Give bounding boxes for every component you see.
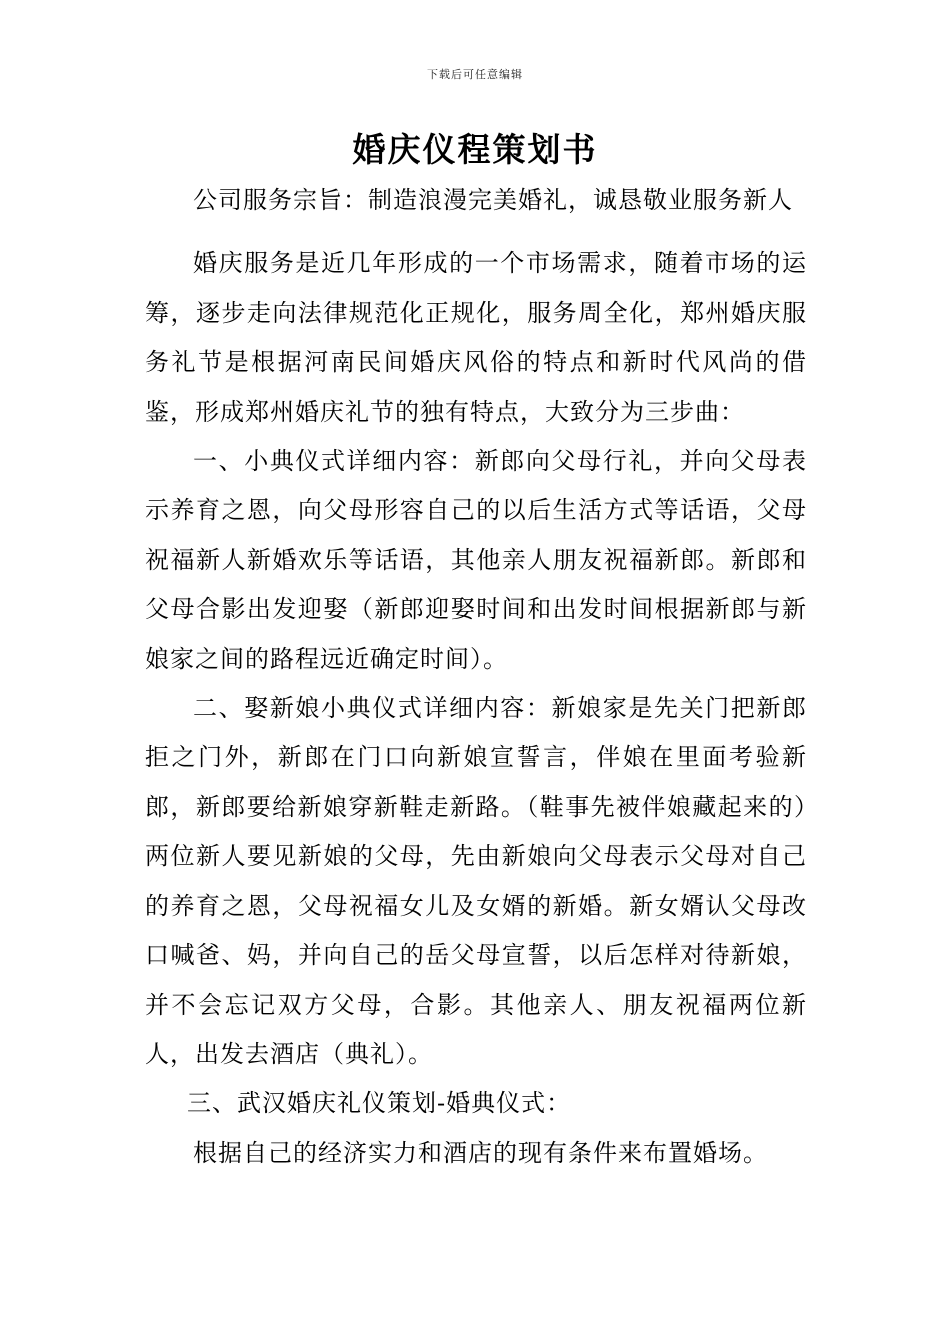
document-body: [145, 176, 807, 1178]
paragraph-service-purpose: 公司服务宗旨：制造浪漫完美婚礼，诚恳敬业服务新人: [193, 186, 793, 214]
paragraph-step-three-heading: 三、武汉婚庆礼仪策划-婚典仪式：: [187, 1089, 572, 1118]
paragraph-introduction: 婚庆服务是近几年形成的一个市场需求，随着市场的运筹，逐步走向法律规范化正规化，服务周全化，郑州婚庆服务礼节是根据河南民间婚庆风俗的特点和新时代风尚的借鉴，形成郑州婚庆礼节的独有特点，大致分为三步曲：: [145, 249, 807, 426]
document-title: 婚庆仪程策划书: [352, 130, 598, 169]
header-note: 下载后可任意编辑: [427, 68, 523, 81]
paragraph-step-two: 二、娶新娘小典仪式详细内容：新娘家是先关门把新郎拒之门外，新郎在门口向新娘宣誓言，伴娘在里面考验新郎，新郎要给新娘穿新鞋走新路。（鞋事先被伴娘藏起来的）两位新人要见新娘的父母，先由新娘向父母表示父母对自己的养育之恩，父母祝福女儿及女婿的新婚。新女婿认父母改口喊爸、妈，并向自己的岳父母宣誓，以后怎样对待新娘，并不会忘记双方父母，合影。其他亲人、朋友祝福两位新人，出发去酒店（典礼）。: [145, 694, 807, 1068]
paragraph-venue-setup: 根据自己的经济实力和酒店的现有条件来布置婚场。: [193, 1138, 768, 1167]
paragraph-step-one: 一、小典仪式详细内容：新郎向父母行礼，并向父母表示养育之恩，向父母形容自己的以后生活方式等话语，父母祝福新人新婚欢乐等话语，其他亲人朋友祝福新郎。新郎和父母合影出发迎娶（新郎迎娶时间和出发时间根据新郎与新娘家之间的路程远近确定时间）。: [145, 447, 807, 673]
